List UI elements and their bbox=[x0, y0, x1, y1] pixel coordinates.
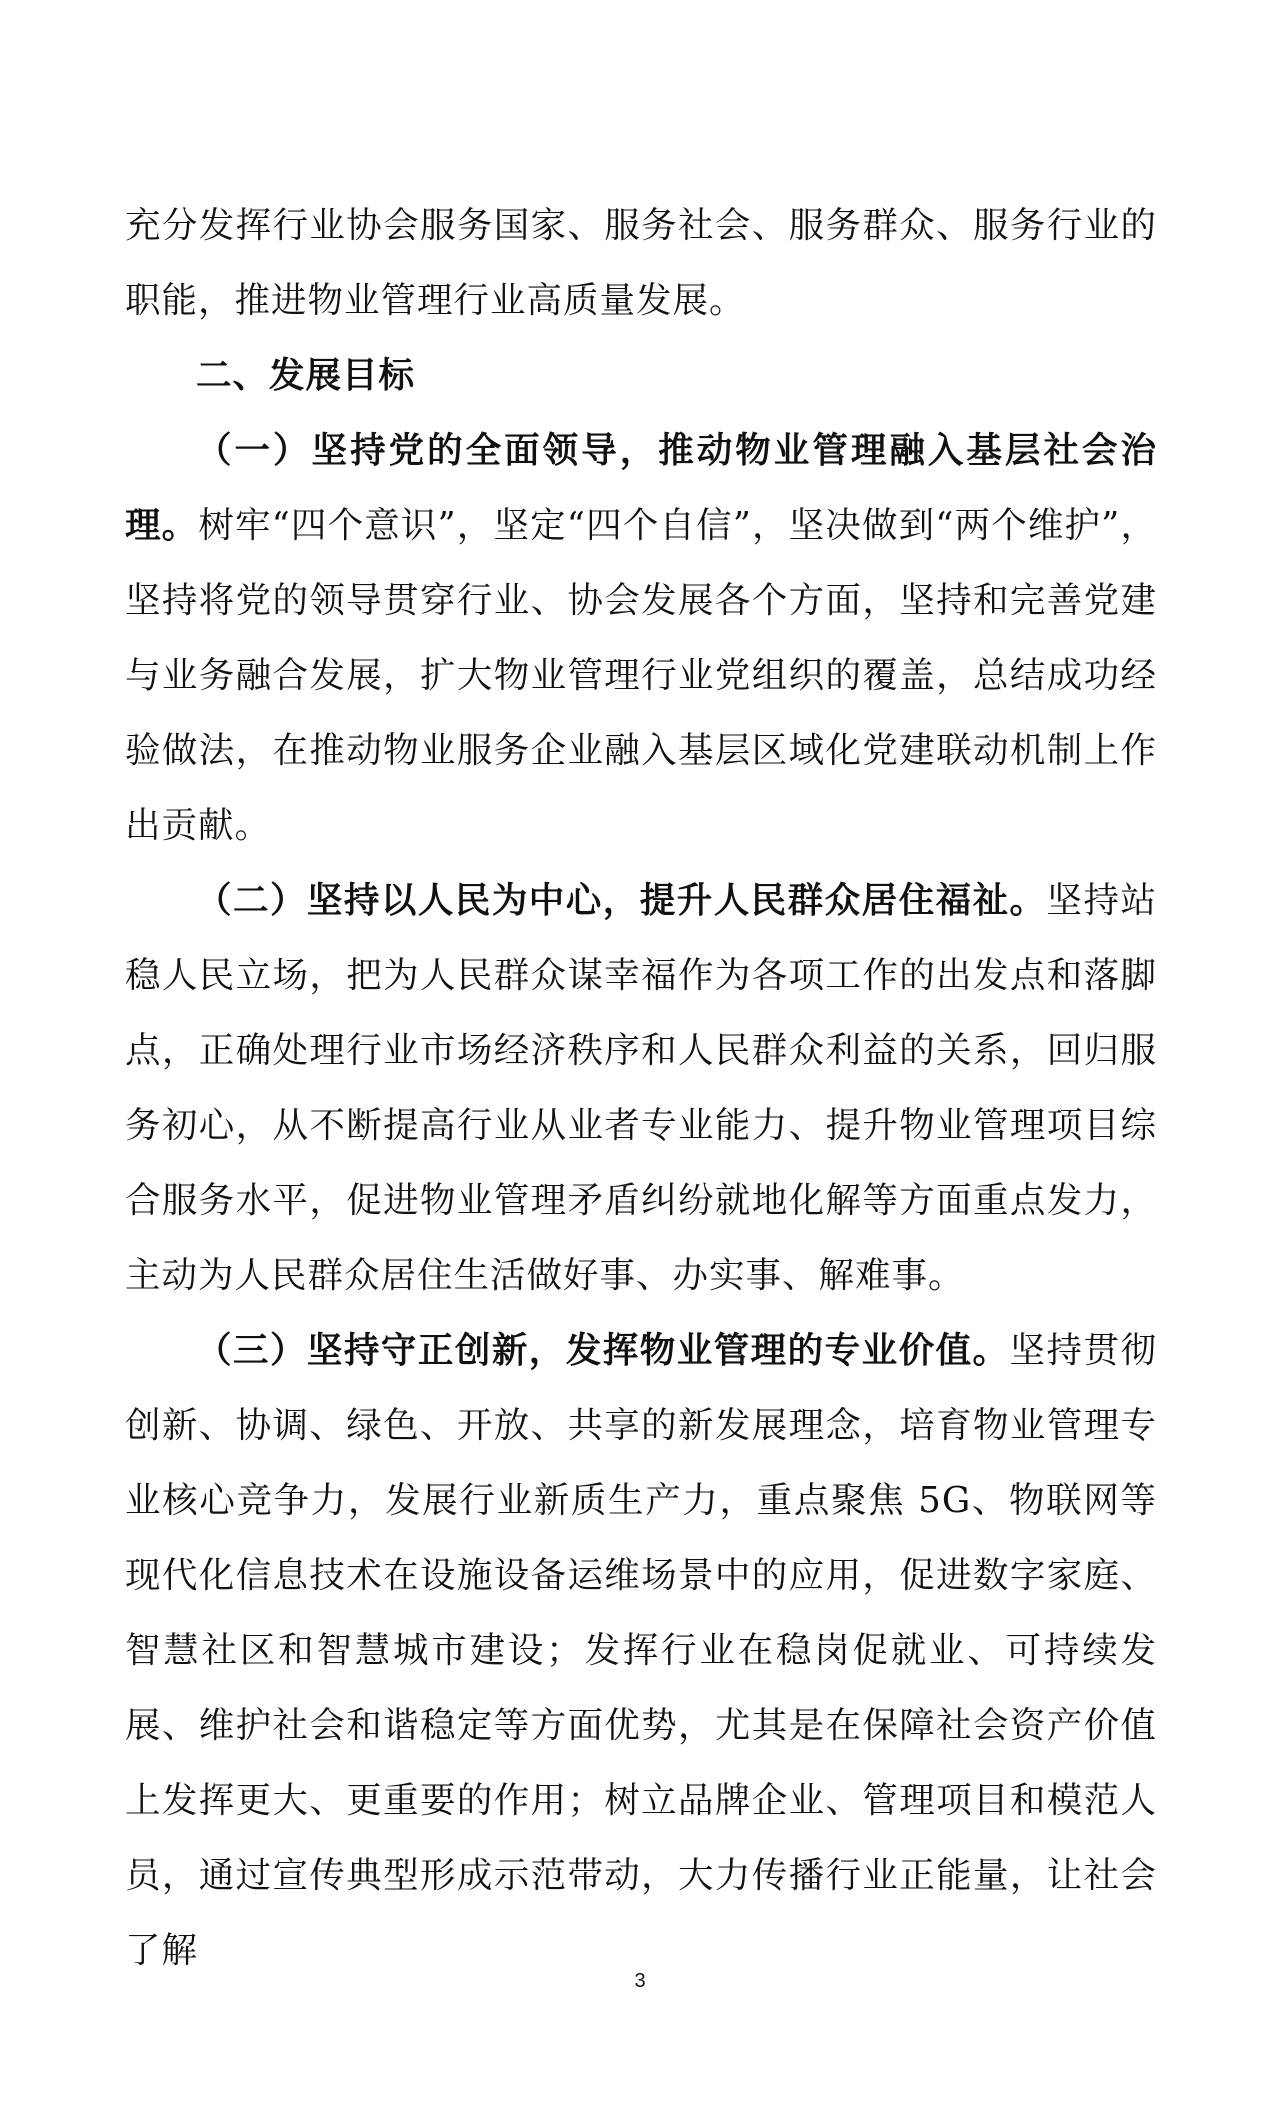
paragraph-item-1 bbox=[125, 413, 1157, 863]
item-3-body: 坚持贯彻创新、协调、绿色、开放、共享的新发展理念，培育物业管理专业核心竞争力，发展行业新质生产力，重点聚焦 5G、物联网等现代化信息技术在设施设备运维场景中的应用，促进数字家庭、智慧社区和智慧城市建设；发挥行业在稳岗促就业、可持续发展、维护社会和谐稳定等方面优势，尤其是在保障社会资产价值上发挥更大、更重要的作用；树立品牌企业、管理项目和模范人员，通过宣传典型形成示范带动，大力传播行业正能量，让社会了解 bbox=[125, 1330, 1157, 1971]
item-3-lead: （三）坚持守正创新，发挥物业管理的专业价值。 bbox=[196, 1330, 1010, 1371]
item-2-lead: （二）坚持以人民为中心，提升人民群众居住福祉。 bbox=[196, 880, 1047, 921]
item-1-body: 树牢“四个意识”，坚定“四个自信”，坚决做到“两个维护”，坚持将党的领导贯穿行业、协会发展各个方面，坚持和完善党建与业务融合发展，扩大物业管理行业党组织的覆盖，总结成功经验做法，在推动物业服务企业融入基层区域化党建联动机制上作出贡献。 bbox=[125, 505, 1157, 846]
paragraph-intro: 充分发挥行业协会服务国家、服务社会、服务群众、服务行业的职能，推进物业管理行业高质量发展。 bbox=[125, 205, 1157, 321]
paragraph-item-3 bbox=[125, 1313, 1157, 1988]
item-2-body: 坚持站稳人民立场，把为人民群众谋幸福作为各项工作的出发点和落脚点，正确处理行业市场经济秩序和人民群众利益的关系，回归服务初心，从不断提高行业从业者专业能力、提升物业管理项目综合服务水平，促进物业管理矛盾纠纷就地化解等方面重点发力，主动为人民群众居住生活做好事、办实事、解难事。 bbox=[125, 880, 1157, 1296]
page-number: 3 bbox=[634, 1970, 646, 1992]
section-heading: 二、发展目标 bbox=[196, 355, 416, 396]
item-1-lead: （一）坚持党的全面领导，推动物业管理融入基层社会治理。 bbox=[125, 430, 1157, 546]
document-body bbox=[125, 188, 1157, 1988]
paragraph-item-2 bbox=[125, 863, 1157, 1313]
